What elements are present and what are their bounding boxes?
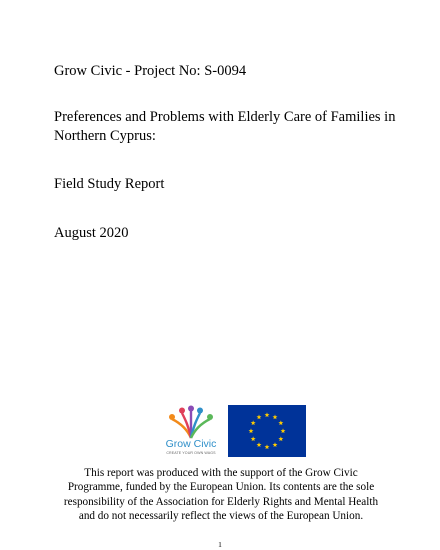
eu-flag <box>228 405 306 457</box>
eu-star-icon <box>251 420 256 425</box>
eu-star-icon <box>257 415 262 420</box>
grow-civic-wordmark: Grow Civic <box>165 438 217 450</box>
eu-star-icon <box>273 415 278 420</box>
project-line: Grow Civic - Project No: S-0094 <box>54 63 247 79</box>
eu-star-icon <box>281 428 286 433</box>
report-title: Preferences and Problems with Elderly Care of Families in Northern Cyprus: <box>54 109 396 144</box>
logos-row <box>160 405 306 457</box>
report-date: August 2020 <box>54 225 129 241</box>
grow-civic-tagline: CREATE YOUR OWN WAGS <box>166 451 216 455</box>
eu-star-icon <box>278 420 283 425</box>
page-number: 1 <box>218 540 222 549</box>
eu-star-icon <box>257 442 262 447</box>
eu-star-icon <box>249 428 254 433</box>
grow-civic-emblem-icon <box>160 405 222 441</box>
grow-civic-logo <box>160 405 222 457</box>
eu-star-icon <box>278 436 283 441</box>
funding-disclaimer: This report was produced with the support of the Grow Civic Programme, funded by the European Union. Its contents are the sole responsibility of the Association for Elderly Rights and Mental Health and do not necessarily reflect the views of the European Union. <box>63 467 379 522</box>
eu-star-icon <box>273 442 278 447</box>
eu-star-icon <box>265 412 270 417</box>
eu-star-icon <box>265 444 270 449</box>
eu-stars-icon <box>228 405 306 457</box>
eu-star-icon <box>251 436 256 441</box>
report-type: Field Study Report <box>54 176 165 192</box>
